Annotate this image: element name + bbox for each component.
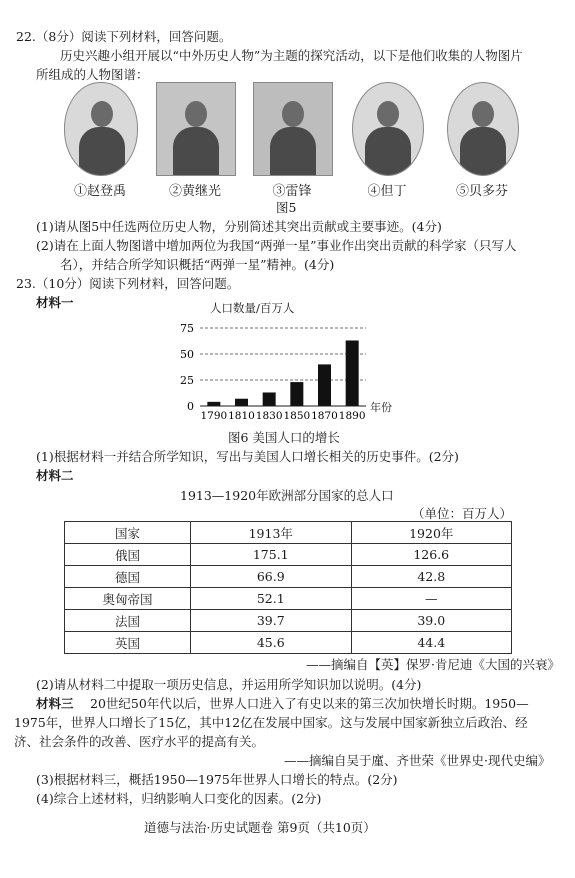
q22-sub2-line1: (2)请在上面人物图谱中增加两位为我国“两弹一星”事业作出突出贡献的科学家（只写人 (36, 238, 517, 253)
material2-label: 材料二 (36, 468, 74, 483)
portrait-dante (352, 82, 424, 176)
row-1913: 45.6 (191, 632, 352, 654)
chart-xtick-label: 1790 (200, 410, 228, 422)
row-1920: 39.0 (351, 610, 512, 632)
q22-sub2-line2: 名），并结合所学知识概括“两弹一星”精神。(4分) (60, 257, 335, 272)
q22-intro-line1: 历史兴趣小组开展以“中外历史人物”为主题的探究活动，以下是他们收集的人物图片 (60, 48, 523, 63)
chart-xtick-label: 1850 (283, 410, 311, 422)
material1-label: 材料一 (36, 295, 74, 310)
header-country: 国家 (65, 522, 191, 544)
portrait-lei-feng (253, 82, 333, 176)
row-country: 奥匈帝国 (65, 588, 191, 610)
us-population-chart (170, 298, 410, 426)
population-table (64, 521, 512, 654)
row-country: 德国 (65, 566, 191, 588)
page-footer: 道德与法治·历史试题卷 第9页（共10页） (144, 820, 376, 835)
chart-bar (263, 392, 276, 406)
chart-bar (346, 340, 359, 406)
q22-heading: 22.（8分）阅读下列材料，回答问题。 (16, 29, 232, 44)
portrait-zhao-dengyu (64, 82, 138, 176)
row-1920: 42.8 (351, 566, 512, 588)
table-row (65, 632, 512, 654)
figure5-label: 图5 (276, 200, 297, 215)
table-header-row (65, 522, 512, 544)
chart-ytick-label: 50 (180, 348, 194, 361)
chart-bar (318, 364, 331, 406)
chart-bar (235, 399, 248, 406)
q23-sub3: (3)根据材料三，概括1950—1975年世界人口增长的特点。(2分) (36, 772, 398, 787)
chart-ylabel: 人口数量/百万人 (210, 301, 295, 315)
material3-line2: 1975年，世界人口增长了15亿，其中12亿在发展中国家。这与发展中国家新独立后政治、经 (14, 715, 528, 730)
q22-sub1: (1)请从图5中任选两位历史人物，分别简述其突出贡献或主要事迹。(4分) (36, 219, 442, 234)
chart-xtick-label: 1870 (311, 410, 338, 422)
material3-line1: 20世纪50年代以后，世界人口进入了有史以来的第三次加快增长时期。1950— (90, 696, 529, 711)
chart-bar (290, 382, 303, 406)
row-1920: — (351, 588, 512, 610)
q23-sub1: (1)根据材料一并结合所学知识，写出与美国人口增长相关的历史事件。(2分) (36, 449, 459, 464)
row-1913: 175.1 (191, 544, 352, 566)
q23-heading: 23.（10分）阅读下列材料，回答问题。 (16, 276, 240, 291)
row-1913: 66.9 (191, 566, 352, 588)
portrait-huang-jiguang (156, 82, 236, 176)
chart-ytick-label: 0 (187, 400, 194, 413)
material3-line3: 济、社会条件的改善、医疗水平的提高有关。 (14, 734, 265, 749)
chart-xlabel: 年份 (370, 401, 392, 414)
chart-ytick-label: 25 (180, 374, 194, 387)
chart-bar (207, 402, 220, 406)
row-country: 俄国 (65, 544, 191, 566)
row-country: 法国 (65, 610, 191, 632)
header-1913: 1913年 (191, 522, 352, 544)
caption-2: ②黄继光 (168, 184, 221, 199)
caption-5: ⑤贝多芬 (455, 184, 508, 199)
header-1920: 1920年 (351, 522, 512, 544)
chart-ytick-label: 75 (180, 322, 194, 335)
row-1913: 39.7 (191, 610, 352, 632)
table-row (65, 588, 512, 610)
q23-sub2: (2)请从材料二中提取一项历史信息，并运用所学知识加以说明。(4分) (36, 677, 422, 692)
portrait-beethoven (447, 82, 519, 176)
caption-3: ③雷锋 (272, 184, 312, 199)
row-1920: 126.6 (351, 544, 512, 566)
table-title: 1913—1920年欧洲部分国家的总人口 (180, 488, 394, 503)
figure6-caption: 图6 美国人口的增长 (228, 430, 340, 445)
q23-sub4: (4)综合上述材料，归纳影响人口变化的因素。(2分) (36, 791, 322, 806)
table-row (65, 566, 512, 588)
row-1920: 44.4 (351, 632, 512, 654)
caption-1: ①赵登禹 (73, 184, 126, 199)
table-unit: （单位：百万人） (412, 506, 513, 521)
table-row (65, 544, 512, 566)
chart-xtick-label: 1890 (338, 410, 366, 422)
source-material3: ——摘编自吴于廑、齐世荣《世界史·现代史编》 (284, 753, 551, 768)
row-country: 英国 (65, 632, 191, 654)
chart-xtick-label: 1810 (228, 410, 255, 422)
source-material2: ——摘编自【英】保罗·肯尼迪《大国的兴衰》 (306, 657, 560, 672)
chart-xtick-label: 1830 (255, 410, 283, 422)
material3-label: 材料三 (36, 696, 74, 711)
table-row (65, 610, 512, 632)
q22-intro-line2: 所组成的人物图谱： (36, 67, 149, 82)
row-1913: 52.1 (191, 588, 352, 610)
caption-4: ④但丁 (367, 184, 407, 199)
